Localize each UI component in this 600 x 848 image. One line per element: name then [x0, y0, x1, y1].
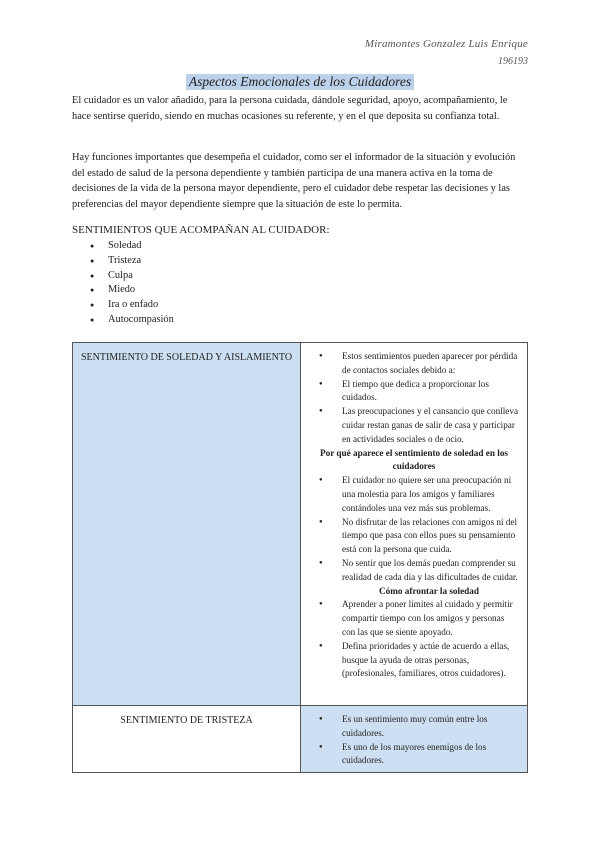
list-item: ● Ira o enfado — [90, 298, 174, 313]
table-row — [73, 706, 528, 773]
list-item: ● Miedo — [90, 283, 174, 298]
table-cell-label — [73, 706, 301, 773]
list-item: ● Es un sentimiento muy común entre los cuidadores. — [309, 713, 519, 741]
list-item: ● Tristeza — [90, 254, 174, 269]
title-wrap — [0, 73, 600, 91]
list-item: ● Las preocupaciones y el cansancio que conlleva cuidar restan ganas de salir de casa y participar en actividades sociales o de ocio. — [309, 405, 519, 446]
functions-paragraph: Hay funciones importantes que desempeña el cuidador, como ser el informador de la situación y evolución del estado de salud de la persona dependiente y también participa de una manera activa en la toma de decisiones de la vida de la persona mayor dependiente, pero el cuidador debe respetar las decisiones y las preferencias del mayor dependiente siempre que la situación de este lo permita. — [72, 152, 516, 210]
subheading-why: Por qué aparece el sentimiento de soledad en los cuidadores — [320, 447, 508, 472]
table-cell-content — [301, 343, 528, 706]
soledad-causes-list — [309, 350, 519, 447]
row-label-tristeza: SENTIMIENTO DE TRISTEZA — [120, 715, 253, 726]
list-item: ● No sentir que los demás puedan comprender su realidad de cada día y las dificultades de cuidar. — [309, 557, 519, 585]
intro-paragraph: El cuidador es un valor añadido, para la persona cuidada, dándole seguridad, apoyo, acompañamiento, le hace sentirse querido, siendo en muchas ocasiones su referente, y en el que deposita su confianza total. — [72, 95, 508, 122]
list-item: ● Estos sentimientos pueden aparecer por pérdida de contactos sociales debido a: — [309, 350, 519, 378]
list-item: ● Es uno de los mayores enemigos de los cuidadores. — [309, 741, 519, 769]
table-cell-content — [301, 706, 528, 773]
table-cell-label — [73, 343, 301, 706]
list-item: ● Culpa — [90, 269, 174, 284]
list-item: ● El cuidador no quiere ser una preocupación ni una molestia para los amigos y familiares contándoles una vez más sus problemas. — [309, 474, 519, 515]
list-item: ● El tiempo que dedica a proporcionar los cuidados. — [309, 378, 519, 406]
feelings-heading: SENTIMIENTOS QUE ACOMPAÑAN AL CUIDADOR: — [72, 224, 330, 236]
soledad-how-list — [309, 598, 519, 681]
subheading-how: Cómo afrontar la soledad — [379, 585, 479, 596]
student-id: 196193 — [498, 56, 528, 67]
list-item: ● No disfrutar de las relaciones con amigos ni del tiempo que pasa con ellos pues su pensamiento está con la persona que cuida. — [309, 516, 519, 557]
document-title: Aspectos Emocionales de los Cuidadores — [186, 74, 414, 90]
list-item: ● Aprender a poner límites al cuidado y permitir compartir tiempo con los amigos y personas con las que se siente apoyado. — [309, 598, 519, 639]
tristeza-list — [309, 713, 519, 768]
feelings-list — [90, 239, 174, 328]
table-row — [73, 343, 528, 706]
list-item: ● Soledad — [90, 239, 174, 254]
list-item: ● Autocompasión — [90, 313, 174, 328]
row-label-soledad: SENTIMIENTO DE SOLEDAD Y AISLAMIENTO — [80, 352, 293, 363]
feelings-table — [72, 342, 528, 773]
soledad-why-list — [309, 474, 519, 584]
list-item: ● Defina prioridades y actúe de acuerdo a ellas, busque la ayuda de otras personas, (profesionales, familiares, otros cuidadores). — [309, 640, 519, 681]
author-name: Miramontes Gonzalez Luis Enrique — [364, 38, 528, 50]
